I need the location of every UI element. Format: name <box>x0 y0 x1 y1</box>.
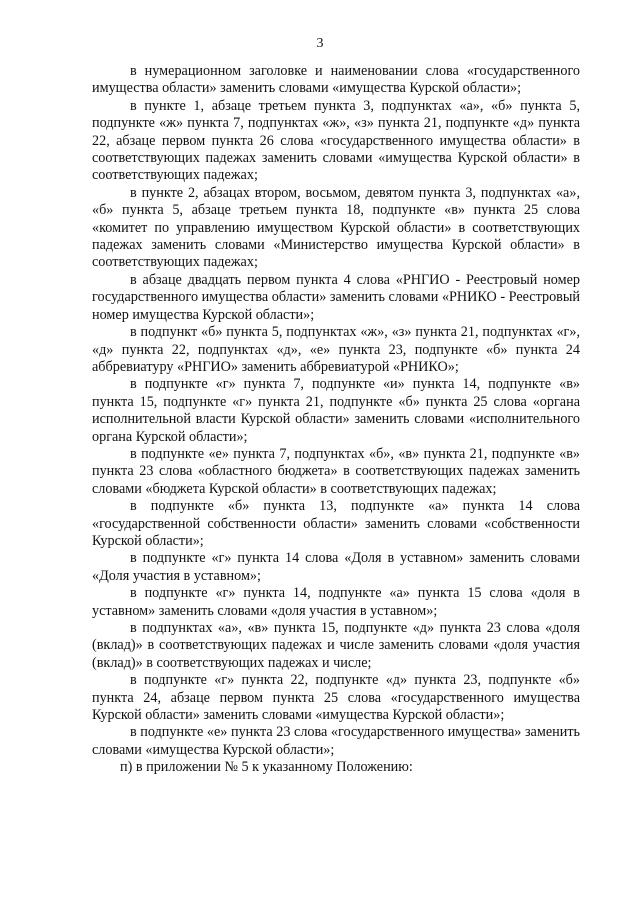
paragraph: в пункте 1, абзаце третьем пункта 3, подпунктах «а», «б» пункта 5, подпункте «ж» пункта 7, подпунктах «ж», «з» пункта 21, подпункте «д» пункта 22, абзаце первом пункта 26 слова «государственного имущества области» в соответствующих падежах заменить словами «имущества Курской области» в соответствующих падежах; <box>92 97 580 184</box>
paragraph: в подпункте «г» пункта 14, подпункте «а» пункта 15 слова «доля в уставном» заменить словами «доля участия в уставном»; <box>92 585 580 619</box>
paragraph: в нумерационном заголовке и наименовании слова «государственного имущества области» заменить словами «имущества Курской области»; <box>92 63 580 97</box>
paragraph: в подпункте «г» пункта 7, подпункте «и» пункта 14, подпункте «в» пункта 15, подпункте «г» пункта 21, подпункте «б» пункта 25 слова «органа исполнительной власти Курской области» заменить словами «исполнительного органа Курской области»; <box>92 376 580 445</box>
paragraph: в подпункте «е» пункта 7, подпунктах «б», «в» пункта 21, подпункте «в» пункта 23 слова «областного бюджета» в соответствующих падежах заменить словами «бюджета Курской области» в соответствующих падежах; <box>92 445 580 497</box>
document-body <box>92 63 580 777</box>
paragraph: в подпунктах «а», «в» пункта 15, подпункте «д» пункта 23 слова «доля (вклад)» в соответствующих падежах и числе заменить словами «доля участия (вклад)» в соответствующих падежах и числе; <box>92 620 580 671</box>
paragraph: в подпункте «б» пункта 13, подпункте «а» пункта 14 слова «государственной собственности области» заменить словами «собственности Курской области»; <box>92 498 580 549</box>
paragraph: в подпункте «г» пункта 22, подпункте «д» пункта 23, подпункте «б» пункта 24, абзаце первом пункта 25 слова «государственного имущества Курской области» заменить словами «имущества Курской области»; <box>92 672 580 724</box>
page-number: 3 <box>316 36 324 51</box>
paragraph: в подпункте «г» пункта 14 слова «Доля в уставном» заменить словами «Доля участия в уставном»; <box>92 550 580 584</box>
paragraph: в пункте 2, абзацах втором, восьмом, девятом пункта 3, подпунктах «а», «б» пункта 5, абзаце третьем пункта 18, подпункте «в» пункта 25 слова «комитет по управлению имуществом Курской области» в соответствующих падежах заменить словами «Министерство имущества Курской области» в соответствующих падежах; <box>92 184 580 271</box>
paragraph: в абзаце двадцать первом пункта 4 слова «РНГИО - Реестровый номер государственного имущества области» заменить словами «РНИКО - Реестровый номер имущества Курской области»; <box>92 271 580 323</box>
paragraph-item-p: п) в приложении № 5 к указанному Положению: <box>120 759 413 776</box>
paragraph: в подпункт «б» пункта 5, подпунктах «ж», «з» пункта 21, подпунктах «г», «д» пункта 22, подпунктах «д», «е» пункта 23, подпункте «б» пункта 24 аббревиатуру «РНГИО» заменить аббревиатурой «РНИКО»; <box>92 324 580 375</box>
paragraph: в подпункте «е» пункта 23 слова «государственного имущества» заменить словами «имущества Курской области»; <box>92 724 580 758</box>
